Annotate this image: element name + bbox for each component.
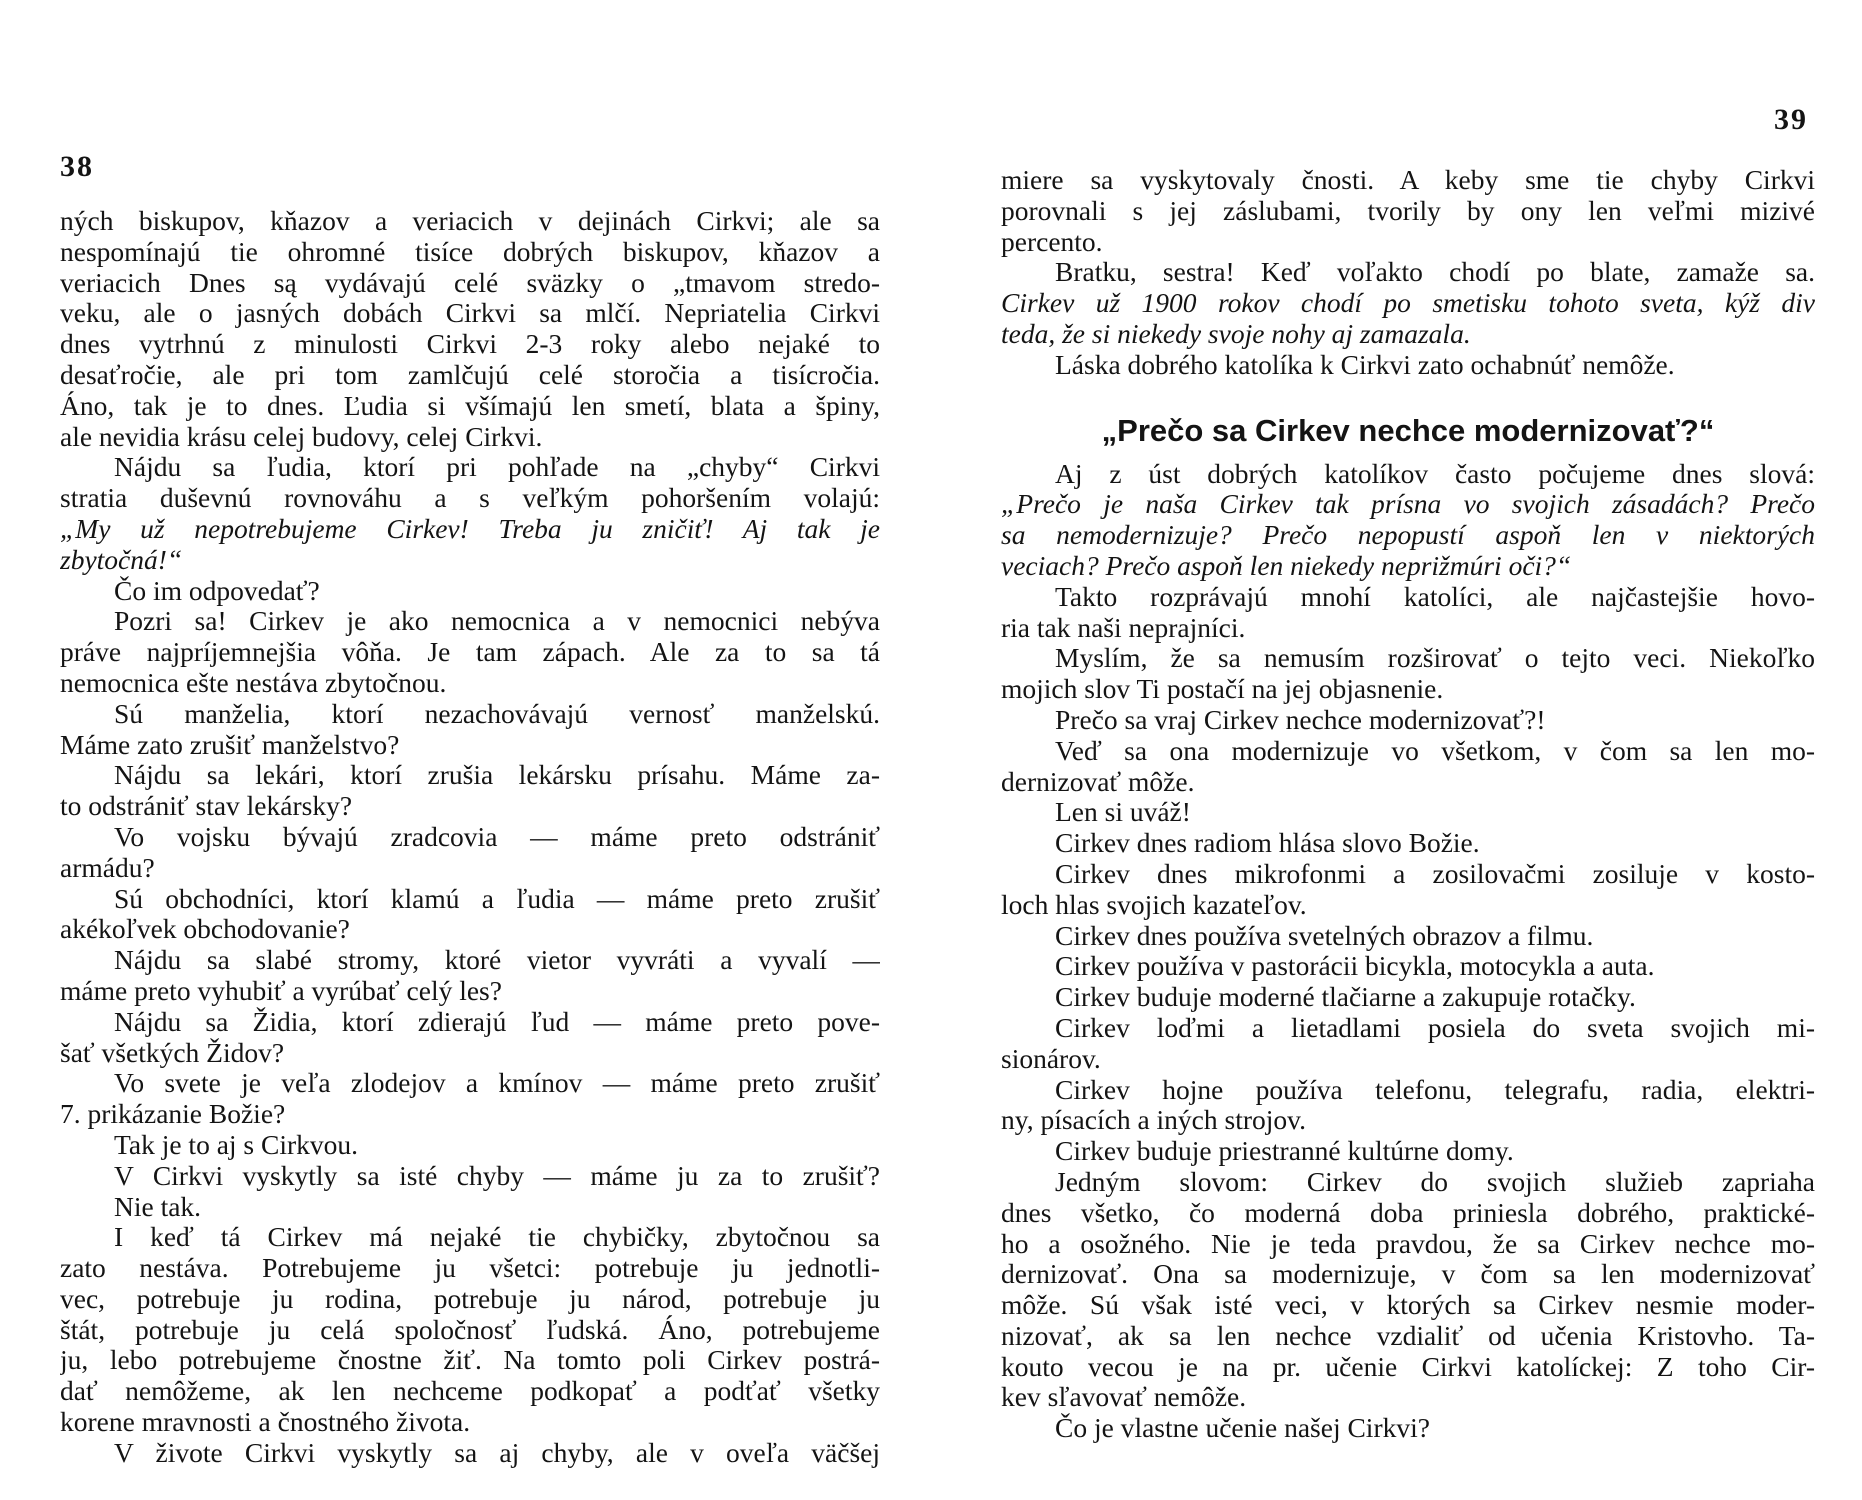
text-line: dnes vytrhnú z minulosti Cirkvi 2-3 roky alebo nejaké to: [60, 329, 880, 360]
text-line: nizovať, ak sa len nechce vzdialiť od učenia Kristovho. Ta-: [1001, 1320, 1815, 1351]
text-line: loch hlas svojich kazateľov.: [1001, 889, 1307, 920]
text-line: práve najpríjemnejšia vôňa. Je tam zápach. Ale za to sa tá: [60, 637, 880, 668]
text-line: Láska dobrého katolíka k Cirkvi zato ochabnúť nemôže.: [1055, 349, 1675, 380]
text-line: Cirkev buduje moderné tlačiarne a zakupuje rotačky.: [1055, 982, 1636, 1013]
text-line: porovnali s jej záslubami, tvorily by ony len veľmi mizivé: [1001, 195, 1815, 226]
text-line: ria tak naši neprajníci.: [1001, 612, 1246, 643]
text-line: Nájdu sa lekári, ktorí zrušia lekársku prísahu. Máme za-: [114, 760, 880, 791]
text-line: Cirkev dnes používa svetelných obrazov a filmu.: [1055, 920, 1594, 951]
text-line: dernizovať. Ona sa modernizuje, v čom sa len modernizovať: [1001, 1259, 1815, 1290]
text-line: Sú obchodníci, ktorí klamú a ľudia — máme preto zrušiť: [114, 883, 880, 914]
text-line: kouto vecou je na pr. učenie Cirkvi katolíckej: Z toho Cir-: [1001, 1351, 1815, 1382]
text-line: vec, potrebuje ju rodina, potrebuje ju národ, potrebuje ju: [60, 1283, 880, 1314]
text-line: V živote Cirkvi vyskytly sa aj chyby, ale v oveľa väčšej: [114, 1437, 880, 1468]
text-line: Cirkev loďmi a lietadlami posiela do sveta svojich mi-: [1055, 1012, 1815, 1043]
text-line: Čo im odpovedať?: [114, 575, 320, 606]
text-line: Cirkev dnes radiom hlása slovo Božie.: [1055, 828, 1480, 859]
text-line: Len si uváž!: [1055, 797, 1191, 828]
text-line: akékoľvek obchodovanie?: [60, 914, 350, 945]
text-line: Pozri sa! Cirkev je ako nemocnica a v nemocnici nebýva: [114, 606, 880, 637]
text-line: Cirkev hojne používa telefonu, telegrafu, radia, elektri-: [1055, 1074, 1815, 1105]
text-line: kev sľavovať nemôže.: [1001, 1382, 1247, 1413]
text-line: Čo je vlastne učenie našej Cirkvi?: [1055, 1413, 1430, 1444]
text-line: „Prečo je naša Cirkev tak prísna vo svojich zásadách? Prečo: [1001, 489, 1815, 520]
text-line: Cirkev buduje priestranné kultúrne domy.: [1055, 1136, 1514, 1167]
text-line: Veď sa ona modernizuje vo všetkom, v čom sa len mo-: [1055, 735, 1815, 766]
text-line: veku, ale o jasných dobách Cirkvi sa mlčí. Nepriatelia Cirkvi: [60, 298, 880, 329]
text-line: dnes všetko, čo moderná doba priniesla dobrého, praktické-: [1001, 1197, 1815, 1228]
left-page: [0, 0, 930, 1500]
text-line: Máme zato zrušiť manželstvo?: [60, 729, 400, 760]
section-heading: „Prečo sa Cirkev nechce modernizovať?“: [1101, 412, 1715, 448]
text-line: percento.: [1001, 226, 1103, 257]
text-line: ale nevidia krásu celej budovy, celej Cirkvi.: [60, 421, 543, 452]
text-line: miere sa vyskytovaly čnosti. A keby sme tie chyby Cirkvi: [1001, 165, 1815, 195]
text-line: môže. Sú však isté veci, v ktorých sa Cirkev nesmie moder-: [1001, 1290, 1815, 1321]
text-line: 7. prikázanie Božie?: [60, 1099, 286, 1130]
text-line: Aj z úst dobrých katolíkov často počujeme dnes slová:: [1055, 458, 1815, 489]
text-line: stratia duševnú rovnováhu a s veľkým pohoršením volajú:: [60, 483, 880, 514]
text-line: Vo vojsku bývajú zradcovia — máme preto odstrániť: [114, 821, 880, 852]
text-line: dať nemôžeme, ak len nechceme podkopať a podťať všetky: [60, 1376, 880, 1407]
left-page-text: [60, 206, 880, 1469]
text-line: Tak je to aj s Cirkvou.: [114, 1129, 359, 1160]
text-line: korene mravnosti a čnostného života.: [60, 1407, 471, 1438]
text-line: Nájdu sa Židia, ktorí zdierajú ľud — máme preto pove-: [114, 1006, 880, 1037]
text-line: desaťročie, ale pri tom zamlčujú celé storočia a tisícročia.: [60, 359, 880, 390]
text-line: Vo svete je veľa zlodejov a kmínov — máme preto zrušiť: [114, 1068, 880, 1099]
text-line: V Cirkvi vyskytly sa isté chyby — máme ju za to zrušiť?: [114, 1160, 880, 1191]
text-line: to odstrániť stav lekársky?: [60, 791, 353, 822]
left-page-number: 38: [60, 150, 94, 183]
text-line: Cirkev používa v pastorácii bicykla, motocykla a auta.: [1055, 951, 1655, 982]
text-line: sionárov.: [1001, 1043, 1101, 1074]
text-line: šať všetkých Židov?: [60, 1037, 285, 1068]
text-line: veriacich Dnes są vydávajú celé sväzky o „tmavom stredo-: [60, 267, 880, 298]
text-line: „My už nepotrebujeme Cirkev! Treba ju zničiť! Aj tak je: [60, 513, 880, 544]
text-line: ho a osožného. Nie je teda pravdou, že sa Cirkev nechce mo-: [1001, 1228, 1815, 1259]
text-line: sa nemodernizuje? Prečo nepopustí aspoň len v niektorých: [1001, 520, 1815, 551]
text-line: Nájdu sa ľudia, ktorí pri pohľade na „chyby“ Cirkvi: [114, 452, 880, 483]
text-line: teda, že si niekedy svoje nohy aj zamazala.: [1001, 318, 1471, 349]
text-line: Sú manželia, ktorí nezachovávajú vernosť manželskú.: [114, 698, 880, 729]
text-line: máme preto vyhubiť a vyrúbať celý les?: [60, 975, 502, 1006]
text-line: Bratku, sestra! Keď voľakto chodí po blate, zamaže sa.: [1055, 257, 1815, 288]
text-line: zbytočná!“: [60, 544, 183, 575]
text-line: ny, písacích a iných strojov.: [1001, 1105, 1306, 1136]
text-line: I keď tá Cirkev má nejaké tie chybičky, zbytočnou sa: [114, 1222, 880, 1253]
text-line: nemocnica ešte nestáva zbytočnou.: [60, 667, 447, 698]
text-line: Cirkev dnes mikrofonmi a zosilovačmi zosiluje v kosto-: [1055, 858, 1815, 889]
text-line: Cirkev už 1900 rokov chodí po smetisku tohoto sveta, kýž div: [1001, 288, 1815, 319]
text-line: Myslím, že sa nemusím rozširovať o tejto veci. Niekoľko: [1055, 643, 1815, 674]
right-page: [931, 0, 1862, 1500]
text-line: štát, potrebuje ju celá spoločnosť ľudská. Áno, potrebujeme: [60, 1314, 880, 1345]
text-line: nespomínajú tie ohromné tisíce dobrých biskupov, kňazov a: [60, 236, 880, 267]
text-line: Jedným slovom: Cirkev do svojich služieb zapriaha: [1055, 1166, 1815, 1197]
text-line: ných biskupov, kňazov a veriacich v dejinách Cirkvi; ale sa: [60, 206, 880, 236]
text-line: Takto rozprávajú mnohí katolíci, ale najčastejšie hovo-: [1055, 581, 1815, 612]
text-line: mojich slov Ti postačí na jej objasnenie.: [1001, 674, 1444, 705]
text-line: armádu?: [60, 852, 155, 883]
text-line: zato nestáva. Potrebujeme ju všetci: potrebuje ju jednotli-: [60, 1253, 880, 1284]
text-line: ju, lebo potrebujeme čnostne žiť. Na tomto poli Cirkev postrá-: [60, 1345, 880, 1376]
text-line: Prečo sa vraj Cirkev nechce modernizovať?!: [1055, 704, 1546, 735]
right-page-text: [1001, 165, 1815, 1444]
text-line: Áno, tak je to dnes. Ľudia si všímajú len smetí, blata a špiny,: [60, 390, 880, 421]
text-line: Nájdu sa slabé stromy, ktoré vietor vyvráti a vyvalí —: [114, 945, 880, 976]
text-line: dernizovať môže.: [1001, 766, 1195, 797]
right-page-number: 39: [1774, 103, 1808, 136]
text-line: veciach? Prečo aspoň len niekedy neprižmúri oči?“: [1001, 550, 1572, 581]
text-line: Nie tak.: [114, 1191, 202, 1222]
